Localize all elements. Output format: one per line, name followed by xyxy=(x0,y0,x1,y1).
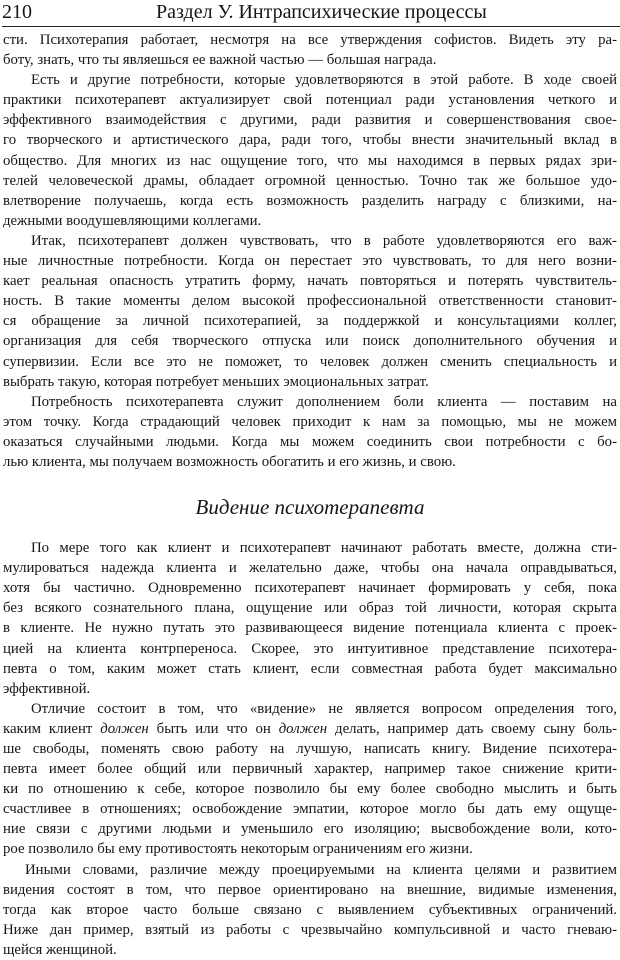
text-line: Ниже дан пример, взятый из работы с чрезвычайно компульсивной и часто гневаю- xyxy=(3,921,617,938)
text-line: щейся женщиной. xyxy=(3,941,117,958)
text-line: кает реальная опасность утратить форму, начать повторяться и потерять чувствитель- xyxy=(3,273,617,290)
text-line: мулироваться надежда клиента и желательно даже, чтобы она начала оправдываться, xyxy=(3,560,617,577)
text-line: сти. Психотерапия работает, несмотря на все утверждения софистов. Видеть эту ра- xyxy=(3,32,617,48)
text-line: цией на клиента контрпереноса. Скорее, это интуитивное представление психотера- xyxy=(3,640,617,657)
header-rule xyxy=(2,26,620,27)
text-line: Есть и другие потребности, которые удовлетворяются в этой работе. В ходе своей xyxy=(31,72,617,89)
text-line: эффективной. xyxy=(3,680,91,697)
text-line: рое позволило бы ему противостоять некоторым ограничениям его жизни. xyxy=(3,841,473,858)
text-line: ся обращение за личной психотерапией, за поддержкой и консультациями коллег, xyxy=(3,313,617,330)
emphasis-word: должен xyxy=(278,720,328,737)
text-line: супервизии. Если все это не поможет, то человек должен сменить специальность и xyxy=(3,353,617,370)
text-line: общество. Для многих из нас ощущение того, что мы находимся в первых рядах зри- xyxy=(3,152,617,169)
paragraph-continuation xyxy=(3,30,617,70)
text-line: Отличие состоит в том, что «видение» не является вопросом определения того, xyxy=(31,700,617,717)
text-line: певта о том, каким может стать клиент, если совместная работа будет максимально xyxy=(3,660,617,677)
section-heading: Видение психотерапевта xyxy=(195,495,425,520)
text-line: этом точку. Когда страдающий человек приходит к нам за помощью, мы не можем xyxy=(3,413,617,430)
emphasis-word: должен xyxy=(100,720,149,737)
page-header xyxy=(2,0,620,26)
text-line: Потребность психотерапевта служит дополнением боли клиента — поставим на xyxy=(31,393,617,410)
paragraph xyxy=(3,392,617,472)
text-line-with-emphasis xyxy=(3,719,617,739)
paragraph xyxy=(3,231,617,392)
body-text xyxy=(3,30,617,960)
text-line: певта имеет более общий или первичный характер, например такое снижение крити- xyxy=(3,761,617,778)
text-line: ки по отношению к себе, которое позволило бы ему более свободно мыслить и быть xyxy=(3,781,617,798)
text-line: влетворение получаешь, когда есть возможность разделить награду с близкими, на- xyxy=(3,192,617,209)
paragraph xyxy=(3,538,617,699)
text-fragment: делать, например дать своему сыну боль- xyxy=(327,720,617,737)
text-line: ность. В такие моменты делом высокой профессиональной ответственности становит- xyxy=(3,293,617,310)
text-line: го творческого и артистического дара, ради того, чтобы внести значительный вклад в xyxy=(3,132,617,149)
text-line: Иными словами, различие между проецируемыми на клиента целями и развитием xyxy=(25,861,617,878)
text-line: оказаться случайными людьми. Когда мы можем соединить свои потребности с бо- xyxy=(3,433,617,450)
text-line: выбрать такую, которая потребует меньших эмоциональных затрат. xyxy=(3,373,429,390)
paragraph xyxy=(3,699,617,860)
text-line: дежными воодушевляющими коллегами. xyxy=(3,212,262,229)
text-line: организация для себя творческого отпуска или поиск дополнительного обучения и xyxy=(3,333,617,350)
text-fragment: каким клиент xyxy=(3,720,101,737)
text-line: тогда как второе часто больше связано с выявлением субъективных ограничений. xyxy=(3,901,617,918)
text-line: По мере того как клиент и психотерапевт начинают работать вместе, должна сти- xyxy=(31,540,617,557)
text-line: боту, знать, что ты являешься ее важной частью — большая награда. xyxy=(3,52,437,69)
text-line: счастливее в отношениях; освобождение эмпатии, которое могло бы дать ему ощуще- xyxy=(3,801,617,818)
text-fragment: быть или что он xyxy=(148,720,279,737)
page-number: 210 xyxy=(2,1,32,23)
text-line: ние связи с другими людьми и уменьшило его изоляцию; высвобождение воли, кото- xyxy=(3,821,617,838)
text-line: практики психотерапевт актуализирует свой потенциал ради установления четкого и xyxy=(3,92,617,109)
text-line: ные личностные потребности. Когда он перестает это чувствовать, то для него возни- xyxy=(3,253,617,270)
paragraph xyxy=(3,70,617,231)
text-line: ше свободы, поменять свою работу на лучшую, написать книгу. Видение психотера- xyxy=(3,741,617,757)
text-line: лью клиента, мы получаем возможность обогатить и его жизнь, и свою. xyxy=(3,453,456,470)
text-line: без всякого сознательного плана, ощущение или образ той личности, которая скрыта xyxy=(3,600,617,617)
text-line: видения состоят в том, что первое ориентировано на внешние, видимые изменения, xyxy=(3,881,617,898)
text-line: в клиенте. Не нужно путать это развивающееся видение потенциала клиента с проек- xyxy=(3,620,617,637)
text-line: хотя бы частично. Одновременно психотерапевт начинает формировать у себя, пока xyxy=(3,580,617,597)
text-line: телей человеческой драмы, обладает огромной ценностью. Точно так же большое удо- xyxy=(3,172,617,189)
running-title: Раздел У. Интрапсихические процессы xyxy=(156,1,487,23)
paragraph xyxy=(3,860,617,960)
text-line: эффективного взаимодействия с другими, ради развития и совершенствования свое- xyxy=(3,112,617,129)
text-line: Итак, психотерапевт должен чувствовать, что в работе удовлетворяются его важ- xyxy=(31,232,617,249)
